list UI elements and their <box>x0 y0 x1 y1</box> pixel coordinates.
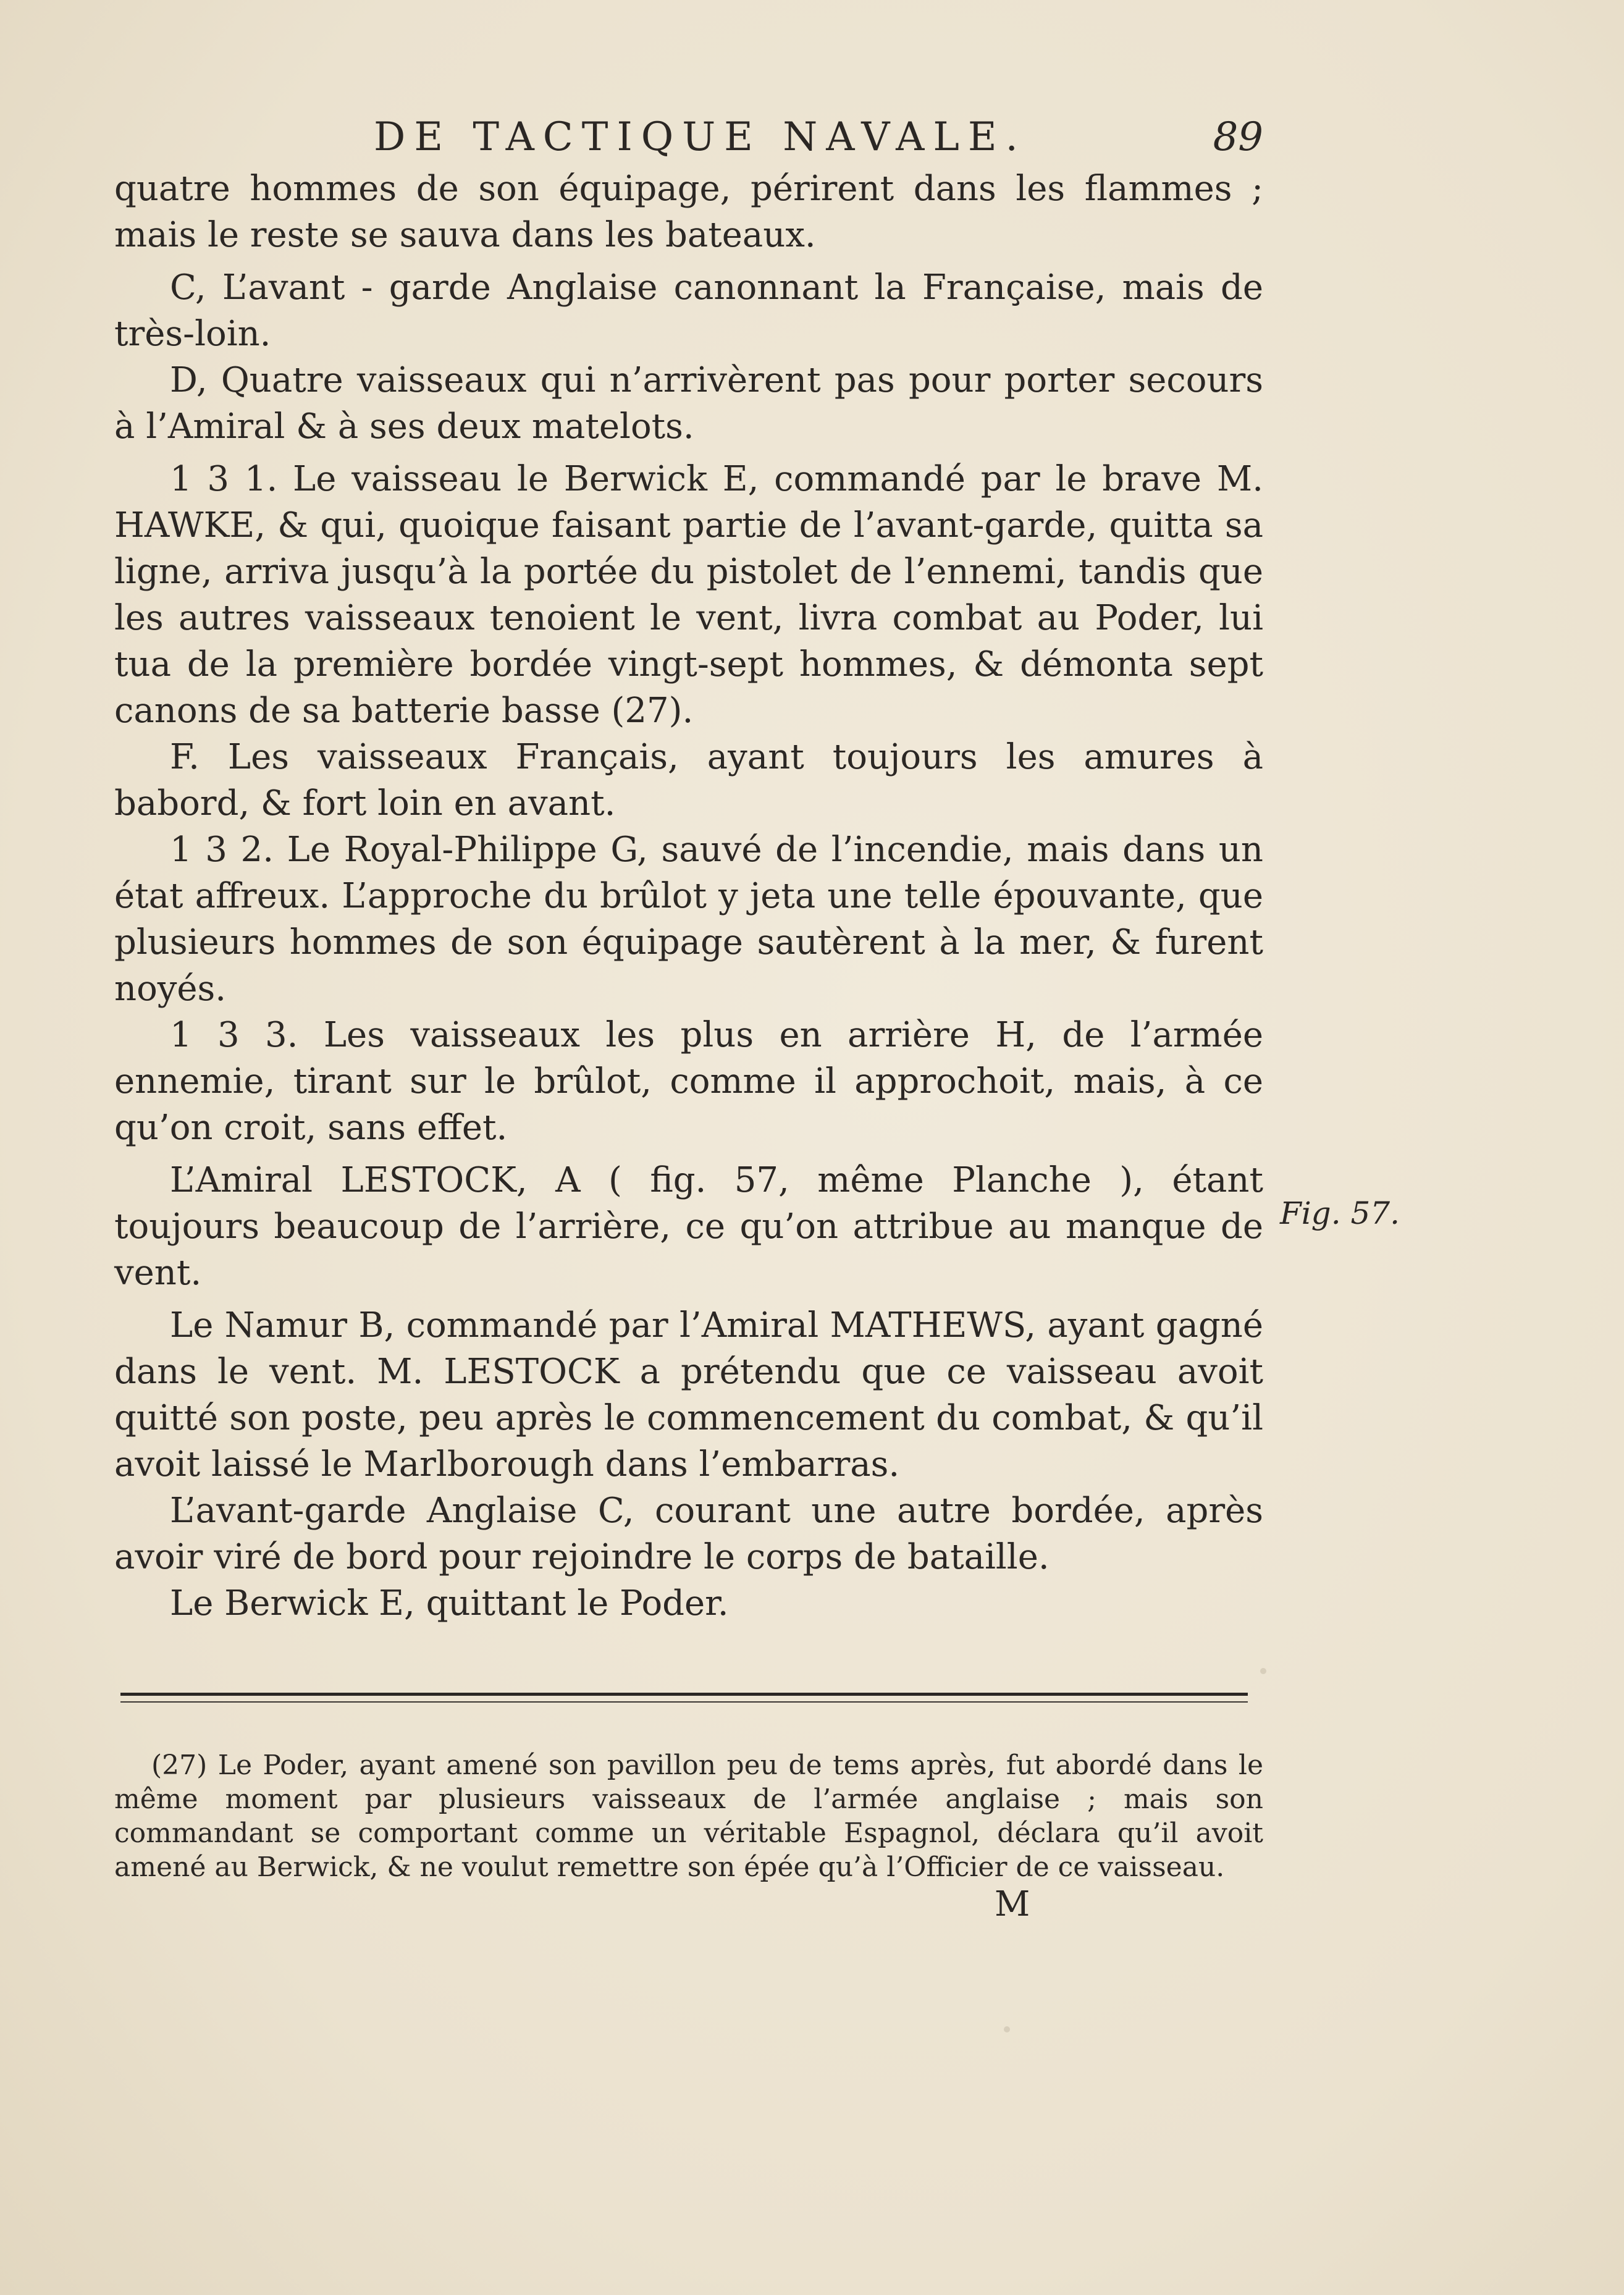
footnote-text: (27) Le Poder, ayant amené son pavillon peu de tems après, fut abordé dans le même moment par plusieurs vaisseaux de l’armée anglaise ; mais son commandant se comportant comme un véritable Espagnol, déclara qu’il avoit amené au Berwick, & ne voulut remettre son épée qu’à l’Officier de ce vaisseau. <box>114 1750 1263 1883</box>
footnote-rule <box>120 1693 1248 1696</box>
paper-speck <box>1260 1668 1266 1674</box>
footnote-rule-thin <box>120 1701 1248 1703</box>
paragraph: 1 3 1. Le vaisseau le Berwick E, commandé par le brave M. HAWKE, & qui, quoique faisant partie de l’avant-garde, quitta sa ligne, arriva jusqu’à la portée du pistolet de l’ennemi, tandis que les autres vaisseaux tenoient le vent, livra combat au Poder, lui tua de la première bordée vingt-sept hommes, & démonta sept canons de sa batterie basse (27). <box>114 459 1263 731</box>
catchword: M <box>995 1884 1030 1924</box>
paragraph: F. Les vaisseaux Français, ayant toujours les amures à babord, & fort loin en avant. <box>114 737 1263 823</box>
running-title: DE TACTIQUE NAVALE. <box>374 114 1027 160</box>
paragraph: Le Berwick E, quittant le Poder. <box>170 1583 729 1623</box>
paragraph: L’avant-garde Anglaise C, courant une autre bordée, après avoir viré de bord pour rejoindre le corps de bataille. <box>114 1491 1263 1577</box>
paragraph: L’Amiral LESTOCK, A ( fig. 57, même Planche ), étant toujours beaucoup de l’arrière, ce qu’on attribue au manque de vent. <box>114 1160 1263 1293</box>
margin-figure-reference: Fig. 57. <box>1280 1195 1400 1231</box>
paragraph: quatre hommes de son équipage, périrent dans les flammes ; mais le reste se sauva dans les bateaux. <box>114 169 1263 255</box>
page-number: 89 <box>1213 114 1263 160</box>
page-header <box>114 114 1263 170</box>
paragraph: C, L’avant - garde Anglaise canonnant la Française, mais de très-loin. <box>114 267 1263 354</box>
paragraph: Le Namur B, commandé par l’Amiral MATHEWS, ayant gagné dans le vent. M. LESTOCK a prétendu que ce vaisseau avoit quitté son poste, peu après le commencement du combat, & qu’il avoit laissé le Marlborough dans l’embarras. <box>114 1305 1263 1484</box>
paper-speck <box>1004 2026 1010 2032</box>
main-text <box>114 166 1263 1627</box>
paragraph: D, Quatre vaisseaux qui n’arrivèrent pas pour porter secours à l’Amiral & à ses deux matelots. <box>114 360 1263 447</box>
paragraph: 1 3 2. Le Royal-Philippe G, sauvé de l’incendie, mais dans un état affreux. L’approche du brûlot y jeta une telle épouvante, que plusieurs hommes de son équipage sautèrent à la mer, & furent noyés. <box>114 830 1263 1009</box>
paragraph: 1 3 3. Les vaisseaux les plus en arrière H, de l’armée ennemie, tirant sur le brûlot, comme il approchoit, mais, à ce qu’on croit, sans effet. <box>114 1015 1263 1148</box>
footnote <box>114 1748 1263 1884</box>
